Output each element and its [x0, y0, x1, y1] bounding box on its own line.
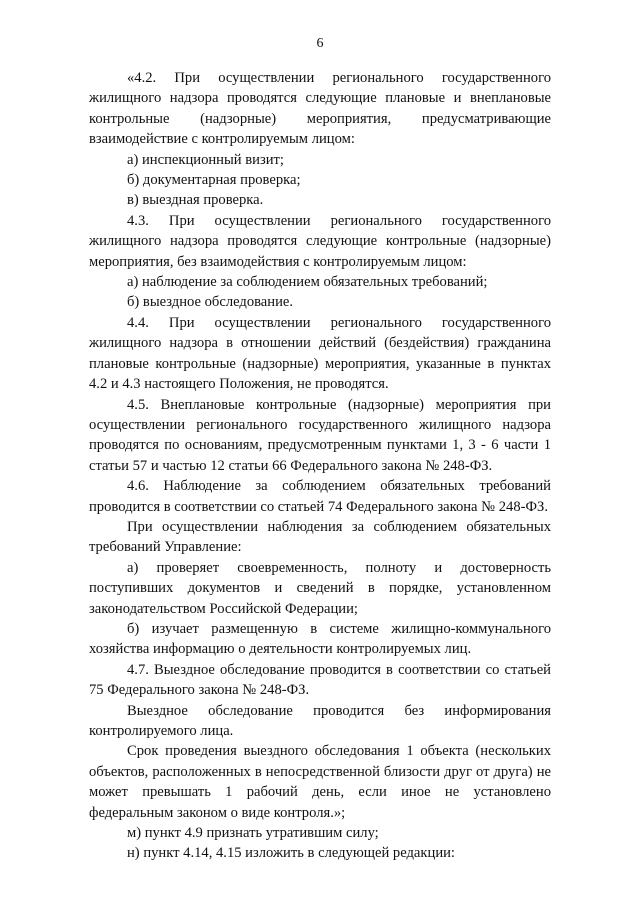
list-item-b-study-information: б) изучает размещенную в системе жилищно-коммунального хозяйства информацию о деятельности контролируемых лиц.: [89, 620, 551, 658]
paragraph-4-6: 4.6. Наблюдение за соблюдением обязательных требований проводится в соответствии со статьей 74 Федерального закона № 248-ФЗ.: [89, 478, 551, 515]
document-body: [89, 68, 551, 864]
paragraph-field-survey-term: Срок проведения выездного обследования 1 объекта (нескольких объектов, расположенных в непосредственной близости друг от друга) не может превышать 1 рабочий день, если иное не установлено федеральным законом о виде контроля.»;: [89, 743, 551, 821]
paragraph-field-survey-no-notice: Выездное обследование проводится без информирования контролируемого лица.: [89, 702, 551, 739]
list-item-m-repeal: м) пункт 4.9 признать утратившим силу;: [127, 825, 379, 842]
list-item-a-observation: а) наблюдение за соблюдением обязательных требований;: [127, 274, 488, 291]
paragraph-4-4: 4.4. При осуществлении регионального государственного жилищного надзора в отношении действий (бездействия) гражданина плановые контрольные (надзорные) мероприятия, указанные в пунктах 4.2 и 4.3 настоящего Положения, не проводятся.: [89, 314, 551, 393]
page-number: 6: [316, 36, 324, 51]
list-item-a-inspection-visit: а) инспекционный визит;: [127, 151, 284, 168]
paragraph-4-3: 4.3. При осуществлении регионального государственного жилищного надзора проводятся следующие контрольные (надзорные) мероприятия, без взаимодействия с контролируемым лицом:: [89, 212, 551, 270]
list-item-n-new-wording: н) пункт 4.14, 4.15 изложить в следующей редакции:: [127, 845, 455, 862]
paragraph-observation-intro: При осуществлении наблюдения за соблюдением обязательных требований Управление:: [89, 518, 551, 556]
list-item-v-field-check: в) выездная проверка.: [127, 192, 264, 209]
paragraph-4-2: «4.2. При осуществлении регионального государственного жилищного надзора проводятся следующие плановые и внеплановые контрольные (надзорные) мероприятия, предусматривающие взаимодействие с контролируемым лицом:: [89, 70, 551, 148]
list-item-a-verify-documents: а) проверяет своевременность, полноту и достоверность поступивших документов и сведений в порядке, установленном законодательством Российской Федерации;: [89, 559, 551, 617]
list-item-b-document-check: б) документарная проверка;: [127, 172, 301, 189]
list-item-b-field-survey: б) выездное обследование.: [127, 294, 294, 311]
paragraph-4-5: 4.5. Внеплановые контрольные (надзорные) мероприятия при осуществлении регионального государственного жилищного надзора проводятся по основаниям, предусмотренным пунктами 1, 3 - 6 части 1 статьи 57 и частью 12 статьи 66 Федерального закона № 248-ФЗ.: [89, 396, 551, 474]
paragraph-4-7: 4.7. Выездное обследование проводится в соответствии со статьей 75 Федерального закона № 248-ФЗ.: [89, 661, 551, 699]
